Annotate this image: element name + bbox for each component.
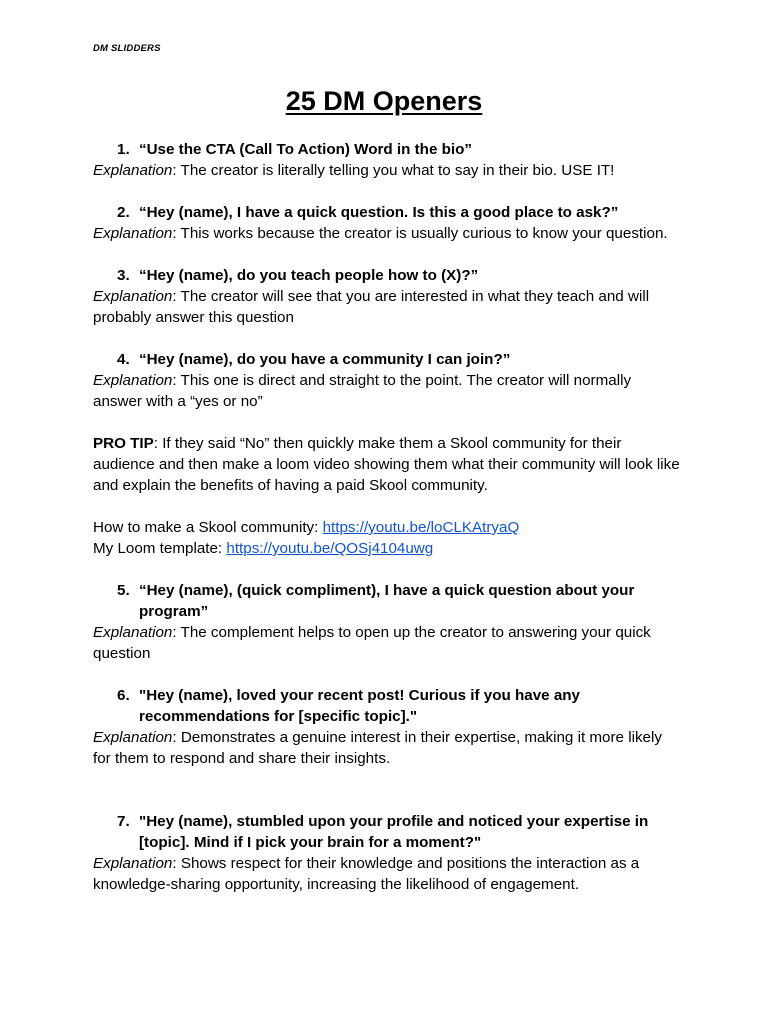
- pro-tip-label: PRO TIP: [93, 435, 154, 452]
- list-item-6: [93, 685, 683, 769]
- opener-question: 6. "Hey (name), loved your recent post! Curious if you have any recommendations for [specific topic].": [117, 687, 580, 725]
- opener-question: 1. “Use the CTA (Call To Action) Word in the bio”: [117, 141, 472, 158]
- opener-question: 7. "Hey (name), stumbled upon your profile and noticed your expertise in [topic]. Mind if I pick your brain for a moment?": [117, 813, 649, 851]
- list-item-3: [93, 265, 683, 328]
- opener-question: 4. “Hey (name), do you have a community I can join?”: [117, 351, 511, 368]
- opener-explanation: Explanation: This works because the creator is usually curious to know your question.: [93, 225, 668, 242]
- list-item-4: [93, 349, 683, 412]
- list-item-2: [93, 202, 683, 244]
- opener-explanation: Explanation: The creator is literally telling you what to say in their bio. USE IT!: [93, 162, 615, 179]
- opener-question: 3. “Hey (name), do you teach people how to (X)?”: [117, 267, 479, 284]
- link-label: How to make a Skool community:: [93, 519, 323, 536]
- pro-tip-text: : If they said “No” then quickly make them a Skool community for their audience and then make a loom video showing them what their community will look like and explain the benefits of having a paid Skool community.: [93, 435, 680, 494]
- page-title: 25 DM Openers: [285, 86, 483, 116]
- link-label: My Loom template:: [93, 540, 227, 557]
- list-item-1: [93, 139, 683, 181]
- list-item-5: [93, 580, 683, 664]
- opener-explanation: Explanation: The complement helps to open up the creator to answering your quick question: [93, 624, 651, 662]
- skool-community-link[interactable]: https://youtu.be/loCLKAtryaQ: [322, 519, 520, 536]
- list-item-7: [93, 811, 683, 895]
- opener-explanation: Explanation: This one is direct and straight to the point. The creator will normally answer with a “yes or no”: [93, 372, 632, 410]
- opener-explanation: Explanation: The creator will see that you are interested in what they teach and will probably answer this question: [93, 288, 650, 326]
- loom-template-link[interactable]: https://youtu.be/QOSj4104uwg: [226, 540, 434, 557]
- opener-explanation: Explanation: Shows respect for their knowledge and positions the interaction as a knowledge-sharing opportunity, increasing the likelihood of engagement.: [93, 855, 640, 893]
- opener-explanation: Explanation: Demonstrates a genuine interest in their expertise, making it more likely for them to respond and share their insights.: [93, 729, 662, 767]
- document-header: DM SLIDDERS: [93, 43, 161, 54]
- opener-question: 2. “Hey (name), I have a quick question. Is this a good place to ask?”: [117, 204, 619, 221]
- pro-tip: [93, 433, 683, 496]
- link-line-loom: [93, 538, 683, 559]
- link-line-skool: [93, 517, 683, 538]
- document-body: [93, 139, 683, 895]
- opener-question: 5. “Hey (name), (quick compliment), I have a quick question about your program”: [117, 582, 635, 620]
